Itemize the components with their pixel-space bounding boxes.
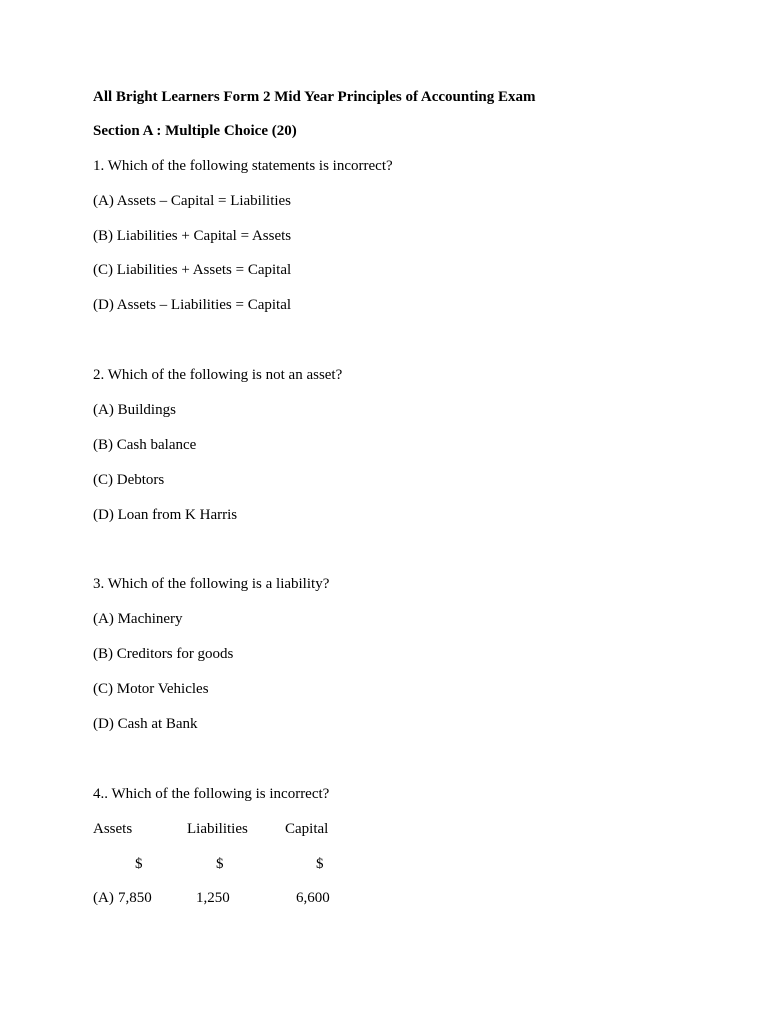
question-3-option-b: (B) Creditors for goods <box>93 646 234 662</box>
table-cell-liabilities: 1,250 <box>196 890 230 906</box>
question-1-option-a: (A) Assets – Capital = Liabilities <box>93 193 292 209</box>
section-heading: Section A : Multiple Choice (20) <box>93 123 297 139</box>
table-cell-assets: 7,850 <box>118 890 152 906</box>
question-3-text: 3. Which of the following is a liability? <box>93 576 330 592</box>
question-3-option-c: (C) Motor Vehicles <box>93 681 209 697</box>
question-2-option-a: (A) Buildings <box>93 402 176 418</box>
question-3-option-d: (D) Cash at Bank <box>93 716 198 732</box>
question-2-option-b: (B) Cash balance <box>93 437 197 453</box>
table-cell-capital: 6,600 <box>296 890 330 906</box>
question-2-option-d: (D) Loan from K Harris <box>93 507 238 523</box>
table-currency-assets: $ <box>135 856 143 872</box>
table-header-assets: Assets <box>93 821 133 837</box>
table-currency-capital: $ <box>316 856 324 872</box>
question-2-text: 2. Which of the following is not an asset? <box>93 367 343 383</box>
question-1-option-c: (C) Liabilities + Assets = Capital <box>93 262 292 278</box>
question-3-option-a: (A) Machinery <box>93 611 183 627</box>
table-header-capital: Capital <box>285 821 329 837</box>
question-1-option-b: (B) Liabilities + Capital = Assets <box>93 228 292 244</box>
question-1-option-d: (D) Assets – Liabilities = Capital <box>93 297 292 313</box>
table-header-liabilities: Liabilities <box>187 821 248 837</box>
question-1-text: 1. Which of the following statements is incorrect? <box>93 158 393 174</box>
table-row-label: (A) <box>93 890 114 906</box>
exam-title: All Bright Learners Form 2 Mid Year Principles of Accounting Exam <box>93 89 536 105</box>
table-currency-liabilities: $ <box>216 856 224 872</box>
question-2-option-c: (C) Debtors <box>93 472 165 488</box>
question-4-text: 4.. Which of the following is incorrect? <box>93 786 330 802</box>
